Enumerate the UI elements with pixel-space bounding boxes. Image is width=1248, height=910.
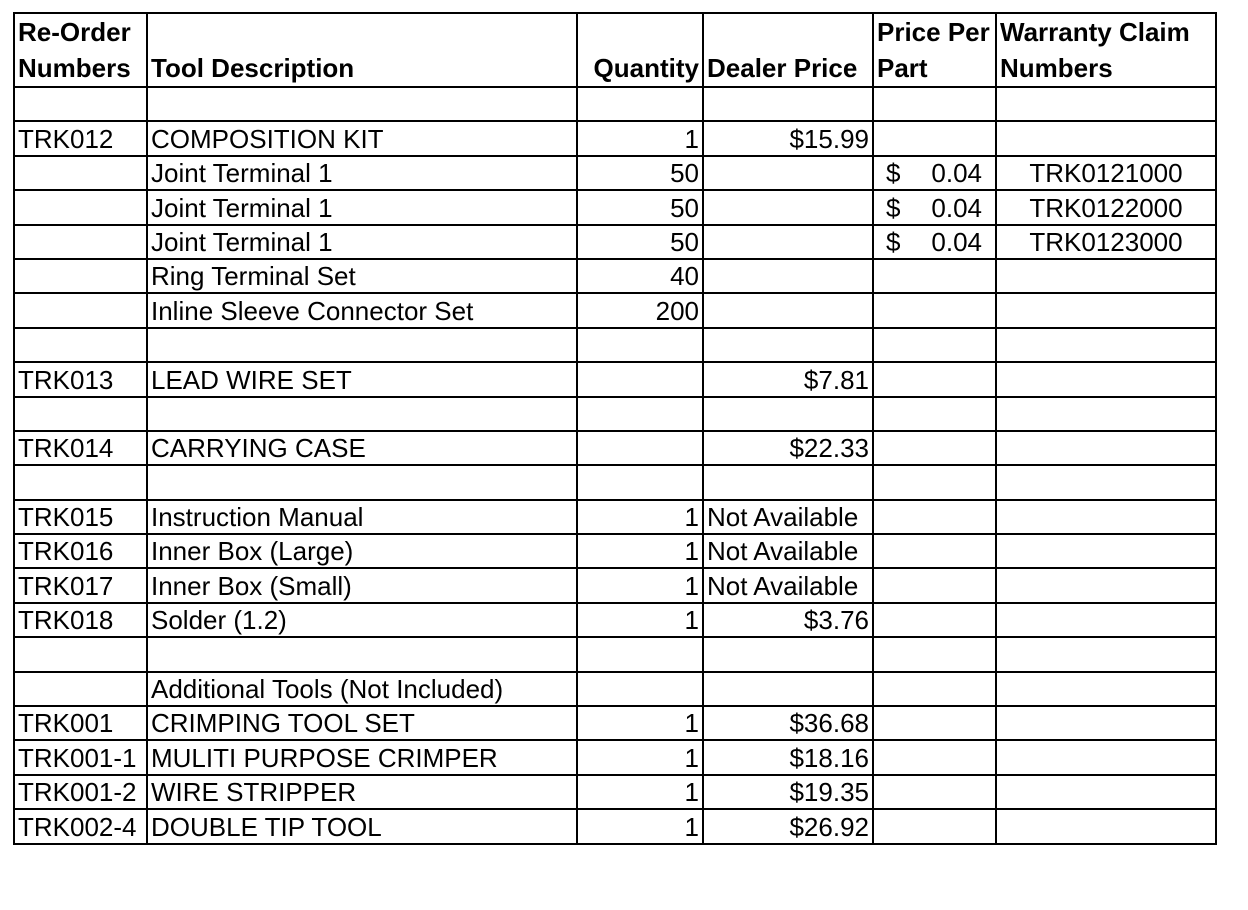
dealer-price-cell	[703, 397, 873, 431]
tool-description-cell	[147, 328, 577, 362]
table-row	[14, 637, 1216, 671]
warranty-claim-cell	[996, 500, 1216, 534]
warranty-claim-cell	[996, 465, 1216, 499]
reorder-number-cell	[14, 672, 147, 706]
price-per-part-value: 0.04	[931, 192, 982, 223]
reorder-number-cell: TRK012	[14, 121, 147, 155]
reorder-number-cell: TRK001-1	[14, 740, 147, 774]
price-per-part-cell	[873, 259, 996, 293]
warranty-claim-cell	[996, 568, 1216, 602]
table-row	[14, 740, 1216, 774]
quantity-cell	[577, 397, 703, 431]
tool-description-cell: WIRE STRIPPER	[147, 775, 577, 809]
tool-description-cell: MULITI PURPOSE CRIMPER	[147, 740, 577, 774]
table-row	[14, 672, 1216, 706]
price-per-part-cell	[873, 740, 996, 774]
reorder-number-cell: TRK018	[14, 603, 147, 637]
reorder-number-cell	[14, 190, 147, 224]
reorder-number-cell: TRK001	[14, 706, 147, 740]
reorder-number-cell	[14, 87, 147, 121]
dealer-price-cell: $26.92	[703, 809, 873, 843]
price-per-part-cell	[873, 500, 996, 534]
warranty-claim-cell	[996, 87, 1216, 121]
dealer-price-cell	[703, 328, 873, 362]
warranty-claim-cell	[996, 121, 1216, 155]
table-row	[14, 465, 1216, 499]
warranty-claim-cell	[996, 293, 1216, 327]
reorder-number-cell	[14, 328, 147, 362]
warranty-claim-cell	[996, 328, 1216, 362]
tool-description-cell: Inner Box (Large)	[147, 534, 577, 568]
warranty-claim-cell: TRK0121000	[996, 156, 1216, 190]
quantity-cell: 1	[577, 809, 703, 843]
quantity-cell: 1	[577, 706, 703, 740]
dealer-price-cell: Not Available	[703, 534, 873, 568]
table-row	[14, 706, 1216, 740]
price-per-part-cell	[873, 465, 996, 499]
table-row	[14, 225, 1216, 259]
dealer-price-cell: $15.99	[703, 121, 873, 155]
dealer-price-cell: $3.76	[703, 603, 873, 637]
dealer-price-cell	[703, 672, 873, 706]
price-per-part-cell	[873, 225, 996, 259]
table-row	[14, 397, 1216, 431]
dealer-price-cell	[703, 465, 873, 499]
tool-description-cell: Ring Terminal Set	[147, 259, 577, 293]
reorder-number-cell: TRK001-2	[14, 775, 147, 809]
price-per-part-cell	[873, 603, 996, 637]
table-row	[14, 362, 1216, 396]
dealer-price-cell	[703, 225, 873, 259]
reorder-number-cell	[14, 465, 147, 499]
price-per-part-cell	[873, 190, 996, 224]
table-row	[14, 809, 1216, 843]
dealer-price-cell: Not Available	[703, 568, 873, 602]
price-per-part-cell	[873, 87, 996, 121]
table-body	[14, 87, 1216, 844]
quantity-cell: 1	[577, 500, 703, 534]
warranty-claim-cell	[996, 809, 1216, 843]
header-dealer-price: Dealer Price	[703, 13, 873, 87]
dealer-price-cell	[703, 259, 873, 293]
dealer-price-cell	[703, 293, 873, 327]
reorder-number-cell: TRK002-4	[14, 809, 147, 843]
quantity-cell	[577, 672, 703, 706]
quantity-cell: 1	[577, 775, 703, 809]
price-per-part-cell	[873, 431, 996, 465]
quantity-cell	[577, 328, 703, 362]
warranty-claim-cell	[996, 637, 1216, 671]
quantity-cell: 50	[577, 190, 703, 224]
reorder-number-cell	[14, 156, 147, 190]
quantity-cell: 1	[577, 603, 703, 637]
price-per-part-cell	[873, 534, 996, 568]
dealer-price-cell	[703, 156, 873, 190]
price-per-part-cell	[873, 775, 996, 809]
price-per-part-cell	[873, 156, 996, 190]
quantity-cell	[577, 87, 703, 121]
reorder-number-cell	[14, 259, 147, 293]
tool-description-cell: CRIMPING TOOL SET	[147, 706, 577, 740]
warranty-claim-cell	[996, 397, 1216, 431]
price-per-part-cell	[873, 293, 996, 327]
dealer-price-cell	[703, 637, 873, 671]
tool-description-cell: CARRYING CASE	[147, 431, 577, 465]
currency-symbol: $	[886, 192, 901, 223]
price-per-part-cell	[873, 362, 996, 396]
warranty-claim-cell	[996, 775, 1216, 809]
price-per-part-value: 0.04	[931, 226, 982, 257]
tool-description-cell: Inline Sleeve Connector Set	[147, 293, 577, 327]
quantity-cell: 1	[577, 740, 703, 774]
tool-description-cell: Joint Terminal 1	[147, 156, 577, 190]
tool-description-cell: Joint Terminal 1	[147, 190, 577, 224]
dealer-price-cell: $7.81	[703, 362, 873, 396]
dealer-price-cell: $36.68	[703, 706, 873, 740]
tool-description-cell: Instruction Manual	[147, 500, 577, 534]
reorder-number-cell	[14, 397, 147, 431]
warranty-claim-cell	[996, 259, 1216, 293]
dealer-price-cell: $22.33	[703, 431, 873, 465]
table-row	[14, 431, 1216, 465]
price-per-part-cell	[873, 397, 996, 431]
price-per-part-cell	[873, 637, 996, 671]
dealer-price-cell: Not Available	[703, 500, 873, 534]
dealer-price-cell	[703, 87, 873, 121]
reorder-number-cell: TRK017	[14, 568, 147, 602]
price-per-part-cell	[873, 328, 996, 362]
table-row	[14, 603, 1216, 637]
quantity-cell: 50	[577, 225, 703, 259]
price-per-part-value: 0.04	[931, 158, 982, 189]
quantity-cell	[577, 362, 703, 396]
reorder-number-cell: TRK014	[14, 431, 147, 465]
warranty-claim-cell	[996, 603, 1216, 637]
price-per-part-cell	[873, 672, 996, 706]
parts-price-table	[13, 12, 1217, 845]
reorder-number-cell	[14, 225, 147, 259]
warranty-claim-cell	[996, 534, 1216, 568]
quantity-cell: 1	[577, 568, 703, 602]
dealer-price-cell: $18.16	[703, 740, 873, 774]
quantity-cell	[577, 431, 703, 465]
currency-symbol: $	[886, 158, 901, 189]
reorder-number-cell: TRK016	[14, 534, 147, 568]
table-row	[14, 87, 1216, 121]
currency-symbol: $	[886, 226, 901, 257]
table-row	[14, 328, 1216, 362]
table-row	[14, 534, 1216, 568]
reorder-number-cell	[14, 293, 147, 327]
warranty-claim-cell: TRK0122000	[996, 190, 1216, 224]
header-tool-description: Tool Description	[147, 13, 577, 87]
dealer-price-cell	[703, 190, 873, 224]
header-row	[14, 13, 1216, 87]
warranty-claim-cell	[996, 672, 1216, 706]
table-row	[14, 121, 1216, 155]
header-warranty-claim-numbers: Warranty Claim Numbers	[996, 13, 1216, 87]
quantity-cell: 1	[577, 121, 703, 155]
table-row	[14, 293, 1216, 327]
tool-description-cell: Joint Terminal 1	[147, 225, 577, 259]
tool-description-cell	[147, 87, 577, 121]
table-row	[14, 775, 1216, 809]
tool-description-cell	[147, 397, 577, 431]
warranty-claim-cell	[996, 431, 1216, 465]
tool-description-cell: Inner Box (Small)	[147, 568, 577, 602]
tool-description-cell: Additional Tools (Not Included)	[147, 672, 577, 706]
warranty-claim-cell	[996, 706, 1216, 740]
quantity-cell	[577, 637, 703, 671]
table-row	[14, 568, 1216, 602]
warranty-claim-cell: TRK0123000	[996, 225, 1216, 259]
reorder-number-cell	[14, 637, 147, 671]
table-row	[14, 500, 1216, 534]
header-price-per-part: Price Per Part	[873, 13, 996, 87]
tool-description-cell	[147, 637, 577, 671]
tool-description-cell	[147, 465, 577, 499]
quantity-cell: 1	[577, 534, 703, 568]
warranty-claim-cell	[996, 740, 1216, 774]
tool-description-cell: COMPOSITION KIT	[147, 121, 577, 155]
tool-description-cell: LEAD WIRE SET	[147, 362, 577, 396]
table-row	[14, 190, 1216, 224]
price-per-part-cell	[873, 568, 996, 602]
tool-description-cell: Solder (1.2)	[147, 603, 577, 637]
quantity-cell: 40	[577, 259, 703, 293]
quantity-cell	[577, 465, 703, 499]
price-per-part-cell	[873, 121, 996, 155]
header-reorder-numbers: Re-Order Numbers	[14, 13, 147, 87]
table-row	[14, 156, 1216, 190]
reorder-number-cell: TRK015	[14, 500, 147, 534]
quantity-cell: 200	[577, 293, 703, 327]
price-per-part-cell	[873, 809, 996, 843]
reorder-number-cell: TRK013	[14, 362, 147, 396]
quantity-cell: 50	[577, 156, 703, 190]
table-row	[14, 259, 1216, 293]
price-per-part-cell	[873, 706, 996, 740]
warranty-claim-cell	[996, 362, 1216, 396]
tool-description-cell: DOUBLE TIP TOOL	[147, 809, 577, 843]
header-quantity: Quantity	[577, 13, 703, 87]
dealer-price-cell: $19.35	[703, 775, 873, 809]
